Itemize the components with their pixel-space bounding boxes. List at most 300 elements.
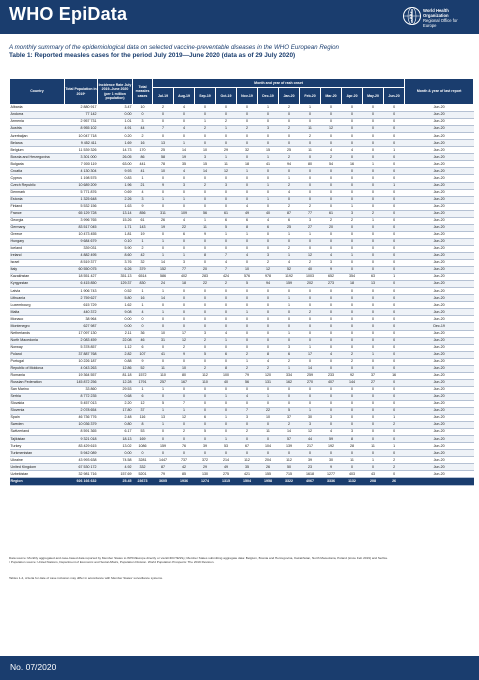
month-cases-cell: 0 xyxy=(300,189,321,196)
col-header-month: Dec-19 xyxy=(258,88,279,105)
month-cases-cell: 0 xyxy=(195,295,216,302)
month-cases-cell: 1 xyxy=(216,126,237,133)
table-row xyxy=(10,379,474,386)
month-cases-cell: 273 xyxy=(321,281,342,288)
month-cases-cell: 0 xyxy=(237,196,258,203)
total-cases-cell: 1 xyxy=(133,288,153,295)
month-cases-cell: 0 xyxy=(153,436,174,443)
month-cases-cell: 0 xyxy=(216,450,237,457)
population-cell: 615 729 xyxy=(65,302,98,309)
incidence-cell: 1.71 xyxy=(98,224,133,231)
col-header-month: Jul-19 xyxy=(153,88,174,105)
month-cases-cell: 67 xyxy=(237,443,258,450)
month-cases-cell: 0 xyxy=(216,323,237,330)
country-cell: Kyrgyzstan xyxy=(10,281,65,288)
month-cases-cell: 1 xyxy=(174,196,195,203)
month-cases-cell: 15 xyxy=(195,161,216,168)
month-cases-cell: 0 xyxy=(258,344,279,351)
month-cases-cell: 3 xyxy=(342,210,363,217)
month-cases-cell: 40 xyxy=(258,210,279,217)
month-cases-cell: 1 xyxy=(153,422,174,429)
month-cases-cell: 0 xyxy=(216,400,237,407)
month-cases-cell: 1 xyxy=(153,238,174,245)
table-row xyxy=(10,168,474,175)
month-cases-cell: 50 xyxy=(279,464,300,471)
footer-bar xyxy=(0,656,479,680)
country-cell: Region xyxy=(10,478,65,485)
month-cases-cell: 0 xyxy=(384,429,405,436)
total-cases-cell: 21 xyxy=(133,182,153,189)
table-row xyxy=(10,224,474,231)
month-cases-cell: 0 xyxy=(216,175,237,182)
month-cases-cell: 0 xyxy=(237,238,258,245)
month-cases-cell: 0 xyxy=(363,140,384,147)
population-cell: 46 736 776 xyxy=(65,415,98,422)
country-cell: Bulgaria xyxy=(10,161,65,168)
month-cases-cell: 57 xyxy=(279,436,300,443)
month-cases-cell: 0 xyxy=(384,238,405,245)
month-cases-cell: 0 xyxy=(384,267,405,274)
month-cases-cell: 4 xyxy=(321,252,342,259)
incidence-cell: 0.00 xyxy=(98,316,133,323)
month-cases-cell: 94 xyxy=(279,161,300,168)
month-cases-cell: 0 xyxy=(195,386,216,393)
month-cases-cell: 0 xyxy=(237,175,258,182)
month-cases-cell: 0 xyxy=(363,224,384,231)
month-cases-cell: 0 xyxy=(216,245,237,252)
total-cases-cell: 143 xyxy=(133,224,153,231)
table-row xyxy=(10,154,474,161)
month-cases-cell: 14 xyxy=(195,168,216,175)
month-cases-cell: 0 xyxy=(342,126,363,133)
month-cases-cell: 5 xyxy=(237,281,258,288)
month-cases-cell: 2 xyxy=(174,429,195,436)
last-report-cell: Jun-20 xyxy=(405,471,474,478)
month-cases-cell: 0 xyxy=(342,140,363,147)
subtitle: A monthly summary of the epidemiological data on selected vaccine-preventable diseases in the WHO European Region xyxy=(9,44,339,51)
month-cases-cell: 0 xyxy=(384,210,405,217)
country-cell: Estonia xyxy=(10,196,65,203)
col-header-incidence: Incidence Rate July 2019–June 2020 (per 1 million population) xyxy=(98,79,133,105)
month-cases-cell: 14 xyxy=(279,429,300,436)
month-cases-cell: 737 xyxy=(174,457,195,464)
footnote-population-source: ¹ Population source: United Nations, Department of Economic and Social Affairs, Population Division. World Population Prospects: The 2019 Revision. xyxy=(9,560,215,565)
month-cases-cell: 4 xyxy=(174,105,195,112)
table-row xyxy=(10,386,474,393)
month-cases-cell: 43 xyxy=(363,471,384,478)
table-row xyxy=(10,365,474,372)
month-cases-cell: 0 xyxy=(321,422,342,429)
month-cases-cell: 1 xyxy=(216,154,237,161)
last-report-cell: Jun-20 xyxy=(405,224,474,231)
month-cases-cell: 1274 xyxy=(195,478,216,485)
last-report-cell: Jun-20 xyxy=(405,344,474,351)
population-cell: 5 771 876 xyxy=(65,189,98,196)
month-cases-cell: 0 xyxy=(258,323,279,330)
month-cases-cell: 0 xyxy=(321,344,342,351)
total-cases-cell: 16 xyxy=(133,295,153,302)
month-cases-cell: 0 xyxy=(342,154,363,161)
month-cases-cell: 3322 xyxy=(279,478,300,485)
month-cases-cell: 5 xyxy=(195,351,216,358)
month-cases-cell: 0 xyxy=(195,140,216,147)
month-cases-cell: 1 xyxy=(258,393,279,400)
incidence-cell: 0.83 xyxy=(98,175,133,182)
month-cases-cell: 2 xyxy=(279,182,300,189)
month-cases-cell: 10 xyxy=(195,147,216,154)
month-cases-cell: 11 xyxy=(258,429,279,436)
incidence-cell: 6.26 xyxy=(98,267,133,274)
month-cases-cell: 1 xyxy=(363,161,384,168)
month-cases-cell: 7 xyxy=(216,267,237,274)
country-cell: Russian Federation xyxy=(10,379,65,386)
country-cell: Italy xyxy=(10,267,65,274)
month-cases-cell: 0 xyxy=(363,309,384,316)
month-cases-cell: 6 xyxy=(174,231,195,238)
incidence-cell: 1.63 xyxy=(98,203,133,210)
month-cases-cell: 0 xyxy=(363,436,384,443)
month-cases-cell: 1 xyxy=(258,196,279,203)
month-cases-cell: 19 xyxy=(174,154,195,161)
month-cases-cell: 25 xyxy=(153,147,174,154)
incidence-cell: 9.93 xyxy=(98,168,133,175)
country-cell: Georgia xyxy=(10,217,65,224)
month-cases-cell: 0 xyxy=(342,231,363,238)
country-cell: Portugal xyxy=(10,358,65,365)
month-cases-cell: 1447 xyxy=(153,457,174,464)
population-cell: 10 689 209 xyxy=(65,182,98,189)
month-cases-cell: 0 xyxy=(363,119,384,126)
month-cases-cell: 0 xyxy=(258,203,279,210)
total-cases-cell: 32 xyxy=(133,260,153,267)
population-cell: 17 097 130 xyxy=(65,330,98,337)
month-cases-cell: 0 xyxy=(195,288,216,295)
incidence-cell: 129.37 xyxy=(98,281,133,288)
table-row xyxy=(10,147,474,154)
month-cases-cell: 0 xyxy=(321,245,342,252)
col-header-total: Total measles cases xyxy=(133,79,153,105)
month-cases-cell: 0 xyxy=(363,147,384,154)
month-cases-cell: 1 xyxy=(216,393,237,400)
month-cases-cell: 0 xyxy=(279,316,300,323)
month-cases-cell: 2 xyxy=(237,351,258,358)
month-cases-cell: 27 xyxy=(300,224,321,231)
org-line: Europe xyxy=(423,23,437,28)
month-cases-cell: 0 xyxy=(342,260,363,267)
table-row xyxy=(10,182,474,189)
month-cases-cell: 0 xyxy=(384,175,405,182)
country-cell: Monaco xyxy=(10,316,65,323)
month-cases-cell: 0 xyxy=(342,168,363,175)
last-report-cell: Jun-20 xyxy=(405,168,474,175)
month-cases-cell: 0 xyxy=(384,231,405,238)
month-cases-cell: 208 xyxy=(363,478,384,485)
month-cases-cell: 0 xyxy=(363,252,384,259)
month-cases-cell: 0 xyxy=(300,358,321,365)
month-cases-cell: 0 xyxy=(153,393,174,400)
month-cases-cell: 8 xyxy=(195,252,216,259)
month-cases-cell: 0 xyxy=(384,471,405,478)
month-cases-cell: 0 xyxy=(216,386,237,393)
measles-table xyxy=(9,78,474,486)
month-cases-cell: 120 xyxy=(258,372,279,379)
month-cases-cell: 0 xyxy=(237,337,258,344)
total-cases-cell: 107 xyxy=(133,351,153,358)
month-cases-cell: 1 xyxy=(216,436,237,443)
incidence-cell: 13.02 xyxy=(98,443,133,450)
table-row xyxy=(10,133,474,140)
month-cases-cell: 8 xyxy=(342,436,363,443)
country-cell: Republic of Moldova xyxy=(10,365,65,372)
last-report-cell: Jun-20 xyxy=(405,147,474,154)
month-cases-cell: 1 xyxy=(237,358,258,365)
month-cases-cell: 26 xyxy=(258,464,279,471)
month-cases-cell: 0 xyxy=(258,337,279,344)
population-cell: 9 321 018 xyxy=(65,436,98,443)
month-cases-cell: 53 xyxy=(216,443,237,450)
month-cases-cell: 0 xyxy=(279,119,300,126)
month-cases-cell: 52 xyxy=(279,267,300,274)
month-cases-cell: 204 xyxy=(258,457,279,464)
month-cases-cell: 1 xyxy=(363,457,384,464)
month-cases-cell: 31 xyxy=(153,337,174,344)
incidence-cell: 2.26 xyxy=(98,196,133,203)
month-cases-cell: 0 xyxy=(216,344,237,351)
month-cases-cell: 16 xyxy=(384,372,405,379)
total-cases-cell: 23673 xyxy=(133,478,153,485)
month-cases-cell: 0 xyxy=(237,450,258,457)
month-cases-cell: 0 xyxy=(216,309,237,316)
month-cases-cell: 421 xyxy=(237,471,258,478)
month-cases-cell: 0 xyxy=(300,154,321,161)
month-cases-cell: 0 xyxy=(237,323,258,330)
month-cases-cell: 0 xyxy=(279,309,300,316)
month-cases-cell: 0 xyxy=(258,309,279,316)
month-cases-cell: 0 xyxy=(321,288,342,295)
month-cases-cell: 2 xyxy=(279,245,300,252)
month-cases-cell: 0 xyxy=(342,302,363,309)
month-cases-cell: 0 xyxy=(342,365,363,372)
incidence-cell: 0.20 xyxy=(98,133,133,140)
population-cell: 3 996 765 xyxy=(65,217,98,224)
month-cases-cell: 0 xyxy=(258,140,279,147)
population-cell: 2 078 654 xyxy=(65,408,98,415)
table-row xyxy=(10,245,474,252)
month-cases-cell: 0 xyxy=(342,323,363,330)
month-cases-cell: 403 xyxy=(342,471,363,478)
month-cases-cell: 2 xyxy=(216,119,237,126)
month-cases-cell: 0 xyxy=(384,351,405,358)
col-header-country: Country xyxy=(10,79,65,105)
month-cases-cell: 0 xyxy=(258,450,279,457)
month-cases-cell: 0 xyxy=(237,140,258,147)
incidence-cell: 15.26 xyxy=(98,217,133,224)
month-cases-cell: 652 xyxy=(321,274,342,281)
population-cell: 5 942 089 xyxy=(65,450,98,457)
month-cases-cell: 0 xyxy=(153,231,174,238)
month-cases-cell: 1 xyxy=(300,408,321,415)
month-cases-cell: 77 xyxy=(300,210,321,217)
month-cases-cell: 100 xyxy=(216,372,237,379)
month-cases-cell: 22 xyxy=(174,224,195,231)
month-cases-cell: 0 xyxy=(300,386,321,393)
month-cases-cell: 162 xyxy=(279,379,300,386)
population-cell: 1 325 648 xyxy=(65,196,98,203)
country-cell: Norway xyxy=(10,344,65,351)
month-cases-cell: 1 xyxy=(195,119,216,126)
month-cases-cell: 11 xyxy=(216,161,237,168)
month-cases-cell: 12 xyxy=(258,267,279,274)
month-cases-cell: 6 xyxy=(237,217,258,224)
month-cases-cell: 37 xyxy=(279,415,300,422)
header-bar xyxy=(0,0,479,34)
incidence-cell: 1.12 xyxy=(98,344,133,351)
last-report-cell: Jun-20 xyxy=(405,203,474,210)
last-report-cell: Jun-20 xyxy=(405,457,474,464)
month-cases-cell: 3 xyxy=(300,217,321,224)
incidence-cell: 0.00 xyxy=(98,112,133,119)
incidence-cell: 2.82 xyxy=(98,351,133,358)
month-cases-cell: 0 xyxy=(321,408,342,415)
month-cases-cell: 0 xyxy=(174,436,195,443)
month-cases-cell: 407 xyxy=(321,379,342,386)
month-cases-cell: 0 xyxy=(321,105,342,112)
month-cases-cell: 7 xyxy=(174,400,195,407)
org-line: Regional Office for xyxy=(423,18,458,23)
month-cases-cell: 4 xyxy=(258,358,279,365)
incidence-cell: 81.18 xyxy=(98,372,133,379)
total-cases-cell: 0 xyxy=(133,323,153,330)
month-cases-cell: 0 xyxy=(216,288,237,295)
last-report-cell: Jun-20 xyxy=(405,260,474,267)
month-cases-cell: 311 xyxy=(153,210,174,217)
table-row xyxy=(10,372,474,379)
table-row xyxy=(10,443,474,450)
month-cases-cell: 0 xyxy=(384,309,405,316)
month-cases-cell: 1 xyxy=(279,302,300,309)
month-cases-cell: 0 xyxy=(321,168,342,175)
month-cases-cell: 79 xyxy=(153,471,174,478)
last-report-cell: Jun-20 xyxy=(405,161,474,168)
last-report-cell: Jun-20 xyxy=(405,231,474,238)
table-row xyxy=(10,400,474,407)
month-cases-cell: 0 xyxy=(342,408,363,415)
month-cases-cell: 0 xyxy=(216,295,237,302)
month-cases-cell: 0 xyxy=(342,309,363,316)
incidence-cell: 0.00 xyxy=(98,323,133,330)
month-cases-cell: 1 xyxy=(237,309,258,316)
month-cases-cell: 1 xyxy=(300,105,321,112)
last-report-cell: Jun-20 xyxy=(405,351,474,358)
last-report-cell: Jun-20 xyxy=(405,140,474,147)
month-cases-cell: 0 xyxy=(363,196,384,203)
population-cell: 10 036 379 xyxy=(65,422,98,429)
month-cases-cell: 0 xyxy=(279,133,300,140)
month-cases-cell: 259 xyxy=(300,372,321,379)
incidence-cell: 3.76 xyxy=(98,260,133,267)
month-cases-cell: 1315 xyxy=(216,478,237,485)
incidence-cell: 13.14 xyxy=(98,210,133,217)
month-cases-cell: 0 xyxy=(279,238,300,245)
month-cases-cell: 87 xyxy=(279,210,300,217)
month-cases-cell: 0 xyxy=(279,337,300,344)
month-cases-cell: 1 xyxy=(153,408,174,415)
month-cases-cell: 77 xyxy=(174,267,195,274)
population-cell: 926 166 632 xyxy=(65,478,98,485)
total-cases-cell: 6514 xyxy=(133,274,153,281)
month-cases-cell: 0 xyxy=(363,105,384,112)
total-cases-cell: 46 xyxy=(133,337,153,344)
month-cases-cell: 0 xyxy=(195,189,216,196)
month-cases-cell: 4 xyxy=(342,147,363,154)
month-cases-cell: 0 xyxy=(258,119,279,126)
month-cases-cell: 25 xyxy=(279,224,300,231)
month-cases-cell: 1936 xyxy=(174,478,195,485)
country-cell: San Marino xyxy=(10,386,65,393)
month-cases-cell: 61 xyxy=(216,210,237,217)
month-cases-cell: 131 xyxy=(258,379,279,386)
population-cell: 7 000 119 xyxy=(65,161,98,168)
table-row xyxy=(10,316,474,323)
month-cases-cell: 3 xyxy=(300,422,321,429)
country-cell: Croatia xyxy=(10,168,65,175)
month-cases-cell: 0 xyxy=(384,450,405,457)
col-header-month: Nov-19 xyxy=(237,88,258,105)
population-cell: 1 198 575 xyxy=(65,175,98,182)
table-row xyxy=(10,196,474,203)
month-cases-cell: 0 xyxy=(384,358,405,365)
last-report-cell: Jun-20 xyxy=(405,295,474,302)
month-cases-cell: 1 xyxy=(195,217,216,224)
col-header-month: Jan-20 xyxy=(279,88,300,105)
month-cases-cell: 159 xyxy=(153,443,174,450)
month-cases-cell: 10 xyxy=(174,365,195,372)
month-cases-cell: 0 xyxy=(216,316,237,323)
month-cases-cell: 0 xyxy=(300,112,321,119)
month-cases-cell: 0 xyxy=(153,429,174,436)
month-cases-cell: 27 xyxy=(363,379,384,386)
population-cell: 339 031 xyxy=(65,245,98,252)
population-cell: 440 372 xyxy=(65,309,98,316)
incidence-cell: 4.92 xyxy=(98,464,133,471)
incidence-cell: 18.13 xyxy=(98,436,133,443)
month-cases-cell: 0 xyxy=(258,112,279,119)
month-cases-cell: 0 xyxy=(195,203,216,210)
month-cases-cell: 25 xyxy=(279,147,300,154)
last-report-cell: Jun-20 xyxy=(405,302,474,309)
month-cases-cell: 19 xyxy=(153,224,174,231)
month-cases-cell: 0 xyxy=(321,450,342,457)
col-header-month: Mar-20 xyxy=(321,88,342,105)
month-cases-cell: 0 xyxy=(174,112,195,119)
month-cases-cell: 0 xyxy=(237,112,258,119)
incidence-cell: 0.68 xyxy=(98,393,133,400)
table-row xyxy=(10,295,474,302)
last-report-cell: Jun-20 xyxy=(405,358,474,365)
month-cases-cell: 0 xyxy=(258,168,279,175)
month-cases-cell: 29 xyxy=(195,464,216,471)
table-row xyxy=(10,393,474,400)
month-cases-cell: 0 xyxy=(258,386,279,393)
table-row xyxy=(10,464,474,471)
month-cases-cell: 144 xyxy=(342,379,363,386)
month-cases-cell: 24 xyxy=(153,281,174,288)
month-cases-cell: 0 xyxy=(216,140,237,147)
table-row xyxy=(10,105,474,112)
population-cell: 83 429 615 xyxy=(65,443,98,450)
month-cases-cell: 1 xyxy=(384,443,405,450)
month-cases-cell: 1 xyxy=(237,168,258,175)
